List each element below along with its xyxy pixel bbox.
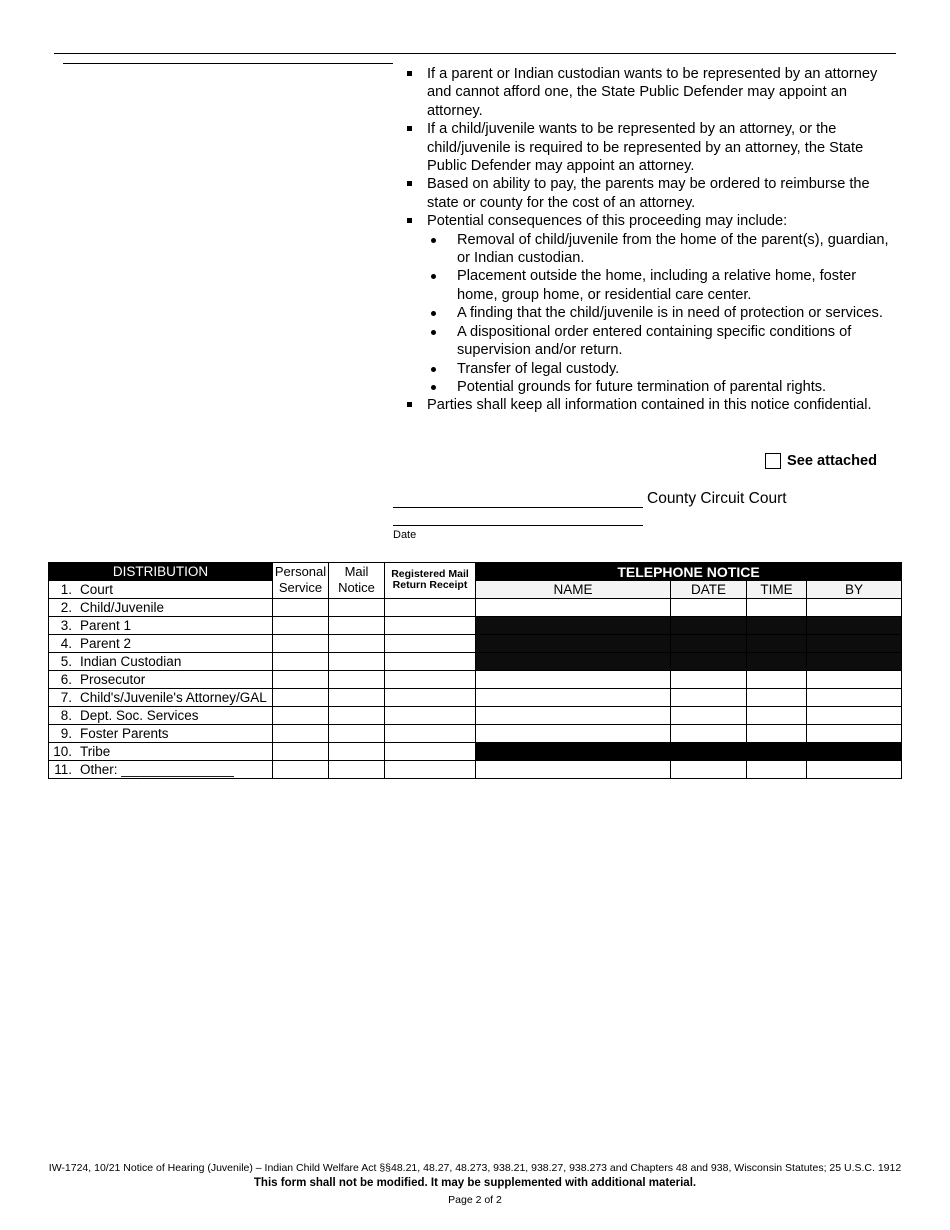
tel-col-time: TIME (747, 581, 807, 599)
see-attached (765, 453, 877, 469)
table-row: 3. Parent 1 (49, 617, 902, 635)
consequences-item: Potential consequences of this proceeding may include: Removal of child/juvenile from the home of the parent(s), guardian, or Indian custodian. Placement outside the home, including a relative home, foster home, group home, or residential care center. A finding that the child/juvenile is in need of protection or services. A dispositional order entered containing specific conditions of supervision and/or return. Transfer of legal custody. Potential grounds for future termination of parental rights. (405, 212, 900, 396)
tel-col-name: NAME (476, 581, 671, 599)
table-row-label: 1. Court (49, 581, 273, 599)
table-row: 8. Dept. Soc. Services (49, 707, 902, 725)
table-row: 9. Foster Parents (49, 725, 902, 743)
distribution-table (48, 562, 902, 779)
see-attached-label: See attached (787, 453, 878, 469)
date-label: Date (393, 529, 417, 541)
county-line[interactable] (393, 507, 643, 508)
list-item: Parties shall keep all information contained in this notice confidential. (405, 396, 900, 414)
tel-col-date: DATE (671, 581, 747, 599)
page-number: Page 2 of 2 (448, 1194, 502, 1206)
top-rule (54, 53, 896, 54)
telephone-notice-header: TELEPHONE NOTICE (476, 563, 902, 581)
footer-warning: This form shall not be modified. It may be supplemented with additional material. (253, 1177, 697, 1189)
list-item: Based on ability to pay, the parents may be ordered to reimburse the state or county for the cost of an attorney. (405, 175, 900, 212)
footer-citation: IW-1724, 10/21 Notice of Hearing (Juvenile) – Indian Child Welfare Act §§48.21, 48.27, 48.273, 938.21, 938.27, 938.273 and Chapters 48 and 938, Wisconsin Statutes; 25 U.S.C. 1912 (48, 1162, 902, 1174)
table-row: 2. Child/Juvenile (49, 599, 902, 617)
table-row: 11. Other: _______________ (49, 761, 902, 779)
list-item: A finding that the child/juvenile is in need of protection or services. (427, 304, 900, 322)
date-line[interactable] (393, 525, 643, 526)
mail-notice-header: Mail Notice (329, 563, 385, 599)
see-attached-checkbox[interactable] (765, 453, 781, 469)
notice-list (405, 65, 900, 415)
table-row: 5. Indian Custodian (49, 653, 902, 671)
list-item: A dispositional order entered containing specific conditions of supervision and/or return. (427, 323, 900, 360)
list-item: If a child/juvenile wants to be represented by an attorney, or the child/juvenile is required to be represented by an attorney, the State Public Defender may appoint an attorney. (405, 120, 900, 175)
list-item: If a parent or Indian custodian wants to be represented by an attorney and cannot afford one, the State Public Defender may appoint an attorney. (405, 65, 900, 120)
list-item: Placement outside the home, including a relative home, foster home, group home, or residential care center. (427, 267, 900, 304)
registered-mail-header: Registered Mail Return Receipt (385, 563, 476, 599)
table-row: 6. Prosecutor (49, 671, 902, 689)
consequences-list (427, 231, 900, 397)
list-item: Removal of child/juvenile from the home of the parent(s), guardian, or Indian custodian. (427, 231, 900, 268)
list-item: Potential grounds for future termination of parental rights. (427, 378, 900, 396)
personal-service-header: Personal Service (273, 563, 329, 599)
county-circuit-court-label: County Circuit Court (647, 490, 787, 507)
distribution-header: DISTRIBUTION (49, 563, 273, 581)
list-item: Transfer of legal custody. (427, 360, 900, 378)
table-row: 10. Tribe (49, 743, 902, 761)
table-row: 7. Child's/Juvenile's Attorney/GAL (49, 689, 902, 707)
table-row: 4. Parent 2 (49, 635, 902, 653)
tel-col-by: BY (807, 581, 902, 599)
signature-line-left (63, 63, 393, 64)
